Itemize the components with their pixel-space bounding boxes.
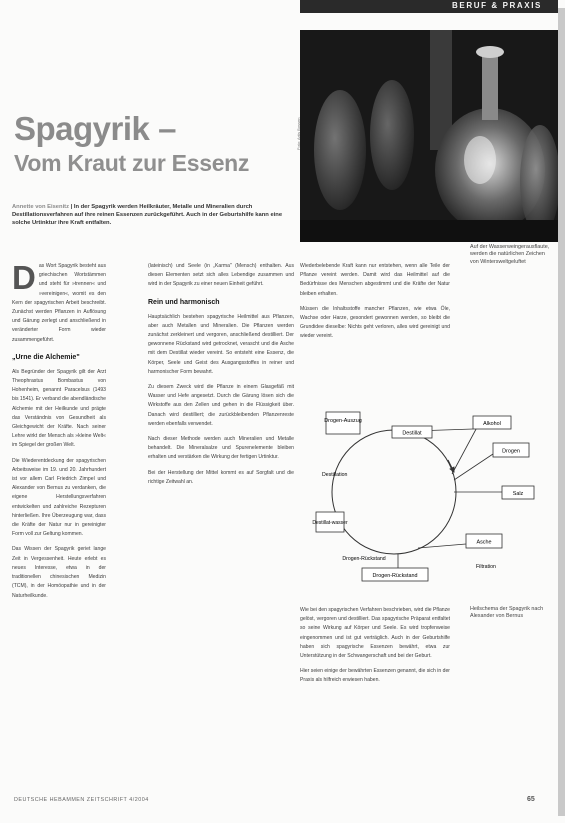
paragraph: Die Wiederentdeckung der spagyrischen Arbeitsweise im 19. und 20. Jahrhundert ist vor allem Carl Friedrich Zimpel und Alexander von Bernus zu verdanken, die eigene Herstellungsverfahren entwickelten und zahlreiche Rezepturen hinterließen. Ihre Überzeugung war, dass die Kräfte der Natur nur in gereinigter Form voll zur Geltung kommen. [12,457,106,538]
paragraph: Bei der Herstellung der Mittel kommt es auf Sorgfalt und die richtige Zeitwahl an. [148,469,294,485]
diagram-caption: Heilschema der Spagyrik nach Alexander von Bernus [470,606,544,620]
spagyrik-cycle-diagram [298,388,550,600]
header-bar [300,0,558,13]
paragraph: Hier seien einige der bewährten Essenzen genannt, die sich in der Praxis als hilfreich erwiesen haben. [300,668,450,684]
section-heading-alchemie: „Urne die Alchemie" [12,353,80,361]
cycle-arrow [448,460,454,472]
node-drogen-extrakt: Drogen-Rückstand [372,573,418,579]
label-filtration: Filtration [476,564,496,570]
paragraph: Das Wissen der Spagyrik geriet lange Zeit in Vergessenheit. Heute erlebt es neues Interesse, etwa in der traditionellen chinesischen Medizin (TCM), in der Homöopathie und in der Naturheilkunde. [12,546,106,599]
photo-credit: Foto: Artis Bossen [296,117,301,150]
side-tab [558,8,565,816]
node-destillat-wasser: Destillat-wasser [312,520,348,526]
glass-bottles-photo [300,30,558,242]
intro-text: as Wort Spagyrik besteht aus griechischen Wortstämmen und steht für »trennen« und »vereinigen«, womit es den Kern der spagyrischen Arbeit beschreibt. Zunächst werden Pflanzen in Auflösung und Gärung zerlegt und anschließend in veränderter Form wieder zusammengeführt. [12,263,106,343]
column-4 [300,606,450,792]
paragraph: Als Begründer der Spagyrik gilt der Arzt Theophrastus Bombastus von Hohenheim, genannt Paracelsus (1493 bis 1541). Er verband die abendländische Alchemie mit der Heilkunde und prägte das Verständnis von Gesundheit als Gleichgewicht der Kräfte. Nach seiner Lehre wirkt der Mensch als »kleine Welt« im Spiegel der großen Welt. [12,368,106,449]
article-subtitle: Vom Kraut zur Essenz [14,150,250,176]
drop-cap: D [12,262,36,296]
page-number: 65 [527,796,535,803]
column-3 [300,262,450,384]
node-salz: Salz [512,491,524,497]
photo-caption: Auf der Wasserweingerausflaute, werden die natürlichen Zeichen von Wintersweltgeluftet [470,244,550,265]
node-drogen: Drogen [502,448,520,455]
paragraph: Wie bei den spagyrischen Verfahren beschrieben, wird die Pflanze gelöst, vergoren und destilliert. Das spagyrische Präparat entfaltet so seine Wirkung auf Körper und Seele. Es wird tropfenweise eingenommen und ist gut verträglich. Auch in der Geburtshilfe haben sich spagyrische Essenzen bewährt, etwa zur Unterstützung in der Schwangerschaft und bei der Geburt. [300,607,450,660]
footer-journal: DEUTSCHE HEBAMMEN ZEITSCHRIFT 4/2004 [14,797,149,803]
author-name: Annette von Eisenitz [12,204,70,210]
section-label: BERUF & PRAXIS [452,1,542,10]
photo-graphic [300,30,558,242]
node-asche: Asche [476,539,492,546]
column-1 [12,262,106,792]
paragraph: Hauptsächlich bestehen spagyrische Heilmittel aus Pflanzen, aber auch Metallen und Mineralien. Die Pflanzen werden zunächst zerkleinert und vergoren, anschließend destilliert. Der gewonnene Rückstand wird getrocknet, verascht und die Asche mit dem Destillat wieder vereint. So entsteht eine Essenz, die Körper, Seele und Geist des Ausgangsstoffes in reiner und harmonischer Form bewahrt. [148,313,294,375]
paragraph: Müssen die Inhaltsstoffe mancher Pflanzen, wie etwa Öle, Wachse oder Harze, gesondert gewonnen werden, so bleibt die Grundidee dieselbe: Nichts geht verloren, alles wird gereinigt und wieder vereint. [300,305,450,340]
paragraph: Wiederbelebende Kraft kann nur entstehen, wenn alle Teile der Pflanze vereint werden. Damit wird das Heilmittel auf die Bedürfnisse des Menschen abgestimmt und die Kräfte der Natur bleiben erhalten. [300,263,450,297]
paragraph: Zu diesem Zweck wird die Pflanze in einem Glasgefäß mit Wasser und Hefe angesetzt. Durch die Gärung lösen sich die Wirkstoffe aus den Zellen und gehen in die Flüssigkeit über. Danach wird destilliert; die zurückbleibenden Pflanzenreste werden ebenfalls verwendet. [148,384,294,427]
label-drogen-rueckstand: Drogen-Rückstand [342,556,386,562]
section-heading-rein: Rein und harmonisch [148,298,220,306]
teaser-separator: | [70,204,74,210]
paragraph: Nach dieser Methode werden auch Mineralien und Metalle behandelt. Die Mineralsalze und Spurenelemente bleiben erhalten und verstärken die Wirkung der fertigen Urtinktur. [148,436,294,461]
label-destillation: Destillation [322,472,348,478]
teaser-lead: In der Spagyrik werden Heilkräuter, Metalle und Mineralien durch Destillationsverfahren auf ihre reinen Essenzen zurückgeführt. Auch in der Geburtshilfe kann eine solche Urtinktur ihre Kraft entfalten. [12,204,283,226]
connector-line [454,454,493,480]
article-title: Spagyrik – [14,110,176,147]
node-drogen-auszug: Drogen-Auszug [324,418,362,424]
article-teaser [12,203,297,227]
column-2 [148,262,294,792]
paragraph: (lateinisch) und Seele (in „Karma" (Mensch) enthalten. Aus diesen Elementen setzt sich alles Lebendige zusammen und wird in der Spagyrik zu einer neuen Einheit geführt. [148,263,294,288]
intro-paragraph [12,262,106,345]
cycle-circle [332,430,456,554]
node-alkohol: Alkohol [483,421,501,427]
node-destillat: Destillat [402,430,422,437]
